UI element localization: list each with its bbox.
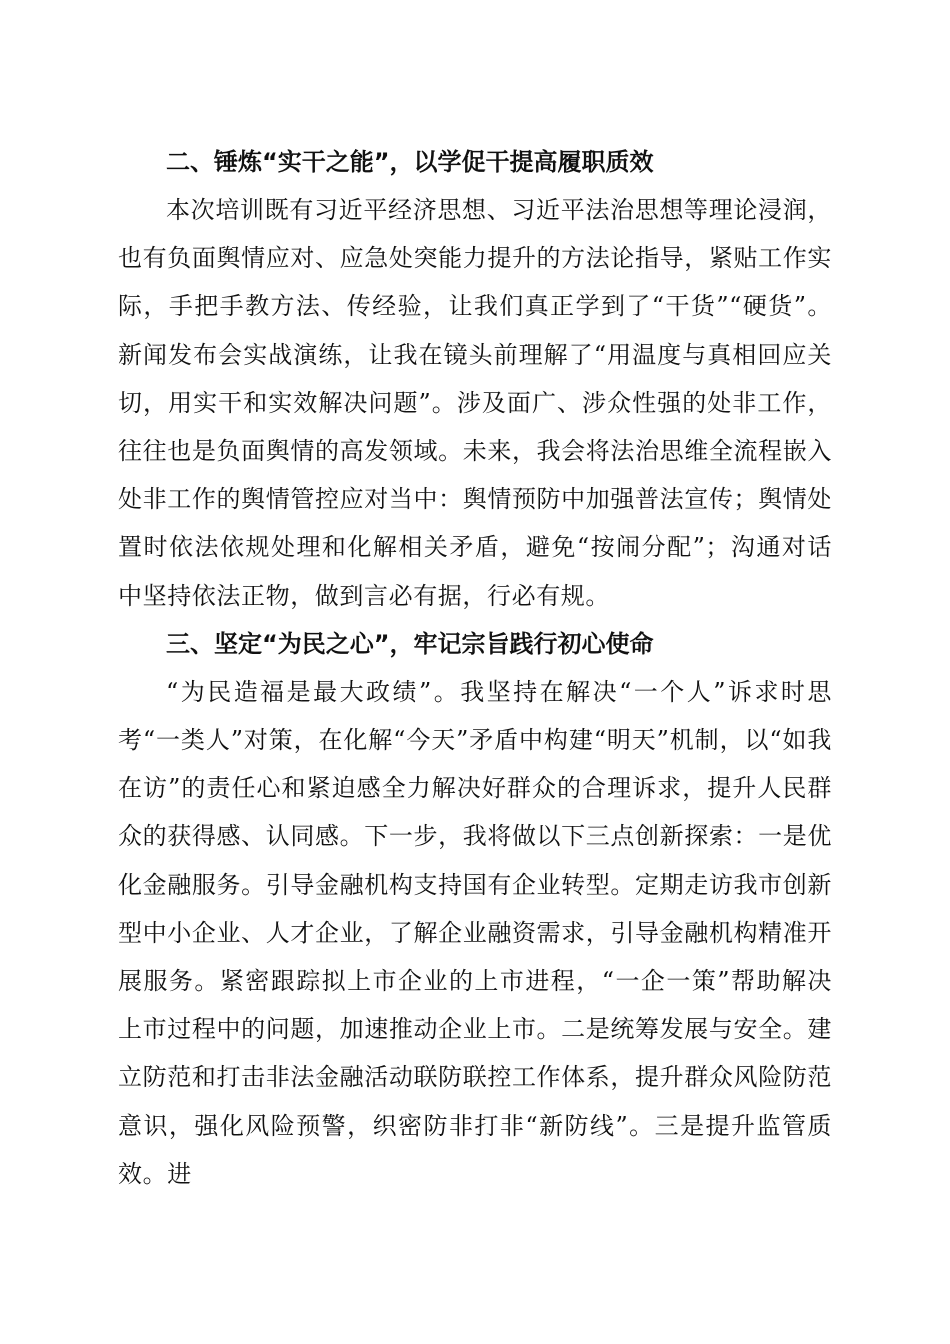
section-two-heading: 二、锤炼“实干之能”，以学促干提高履职质效 xyxy=(166,148,654,176)
document-body xyxy=(118,138,832,1198)
section-three-heading: 三、坚定“为民之心”，牢记宗旨践行初心使命 xyxy=(166,629,654,658)
section-three-paragraph: “为民造福是最大政绩”。我坚持在解决“一个人”诉求时思考“一类人”对策，在化解“今天”矛盾中构建“明天”机制，以“如我在访”的责任心和紧迫感全力解决好群众的合理诉求，提升人民群众的获得感、认同感。下一步，我将做以下三点创新探索：一是优化金融服务。引导金融机构支持国有企业转型。定期走访我市创新型中小企业、人才企业，了解企业融资需求，引导金融机构精准开展服务。紧密跟踪拟上市企业的上市进程，“一企一策”帮助解决上市过程中的问题，加速推动企业上市。二是统筹发展与安全。建立防范和打击非法金融活动联防联控工作体系，提升群众风险防范意识，强化风险预警，织密防非打非“新防线”。三是提升监管质效。进 xyxy=(118,677,832,1188)
section-two-paragraph: 本次培训既有习近平经济思想、习近平法治思想等理论浸润，也有负面舆情应对、应急处突能力提升的方法论指导，紧贴工作实际，手把手教方法、传经验，让我们真正学到了“干货”“硬货”。新闻发布会实战演练，让我在镜头前理解了“用温度与真相回应关切，用实干和实效解决问题”。涉及面广、涉众性强的处非工作，往往也是负面舆情的高发领域。未来，我会将法治思维全流程嵌入处非工作的舆情管控应对当中：舆情预防中加强普法宣传；舆情处置时依法依规处理和化解相关矛盾，避免“按闹分配”；沟通对话中坚持依法正物，做到言必有据，行必有规。 xyxy=(118,196,832,610)
